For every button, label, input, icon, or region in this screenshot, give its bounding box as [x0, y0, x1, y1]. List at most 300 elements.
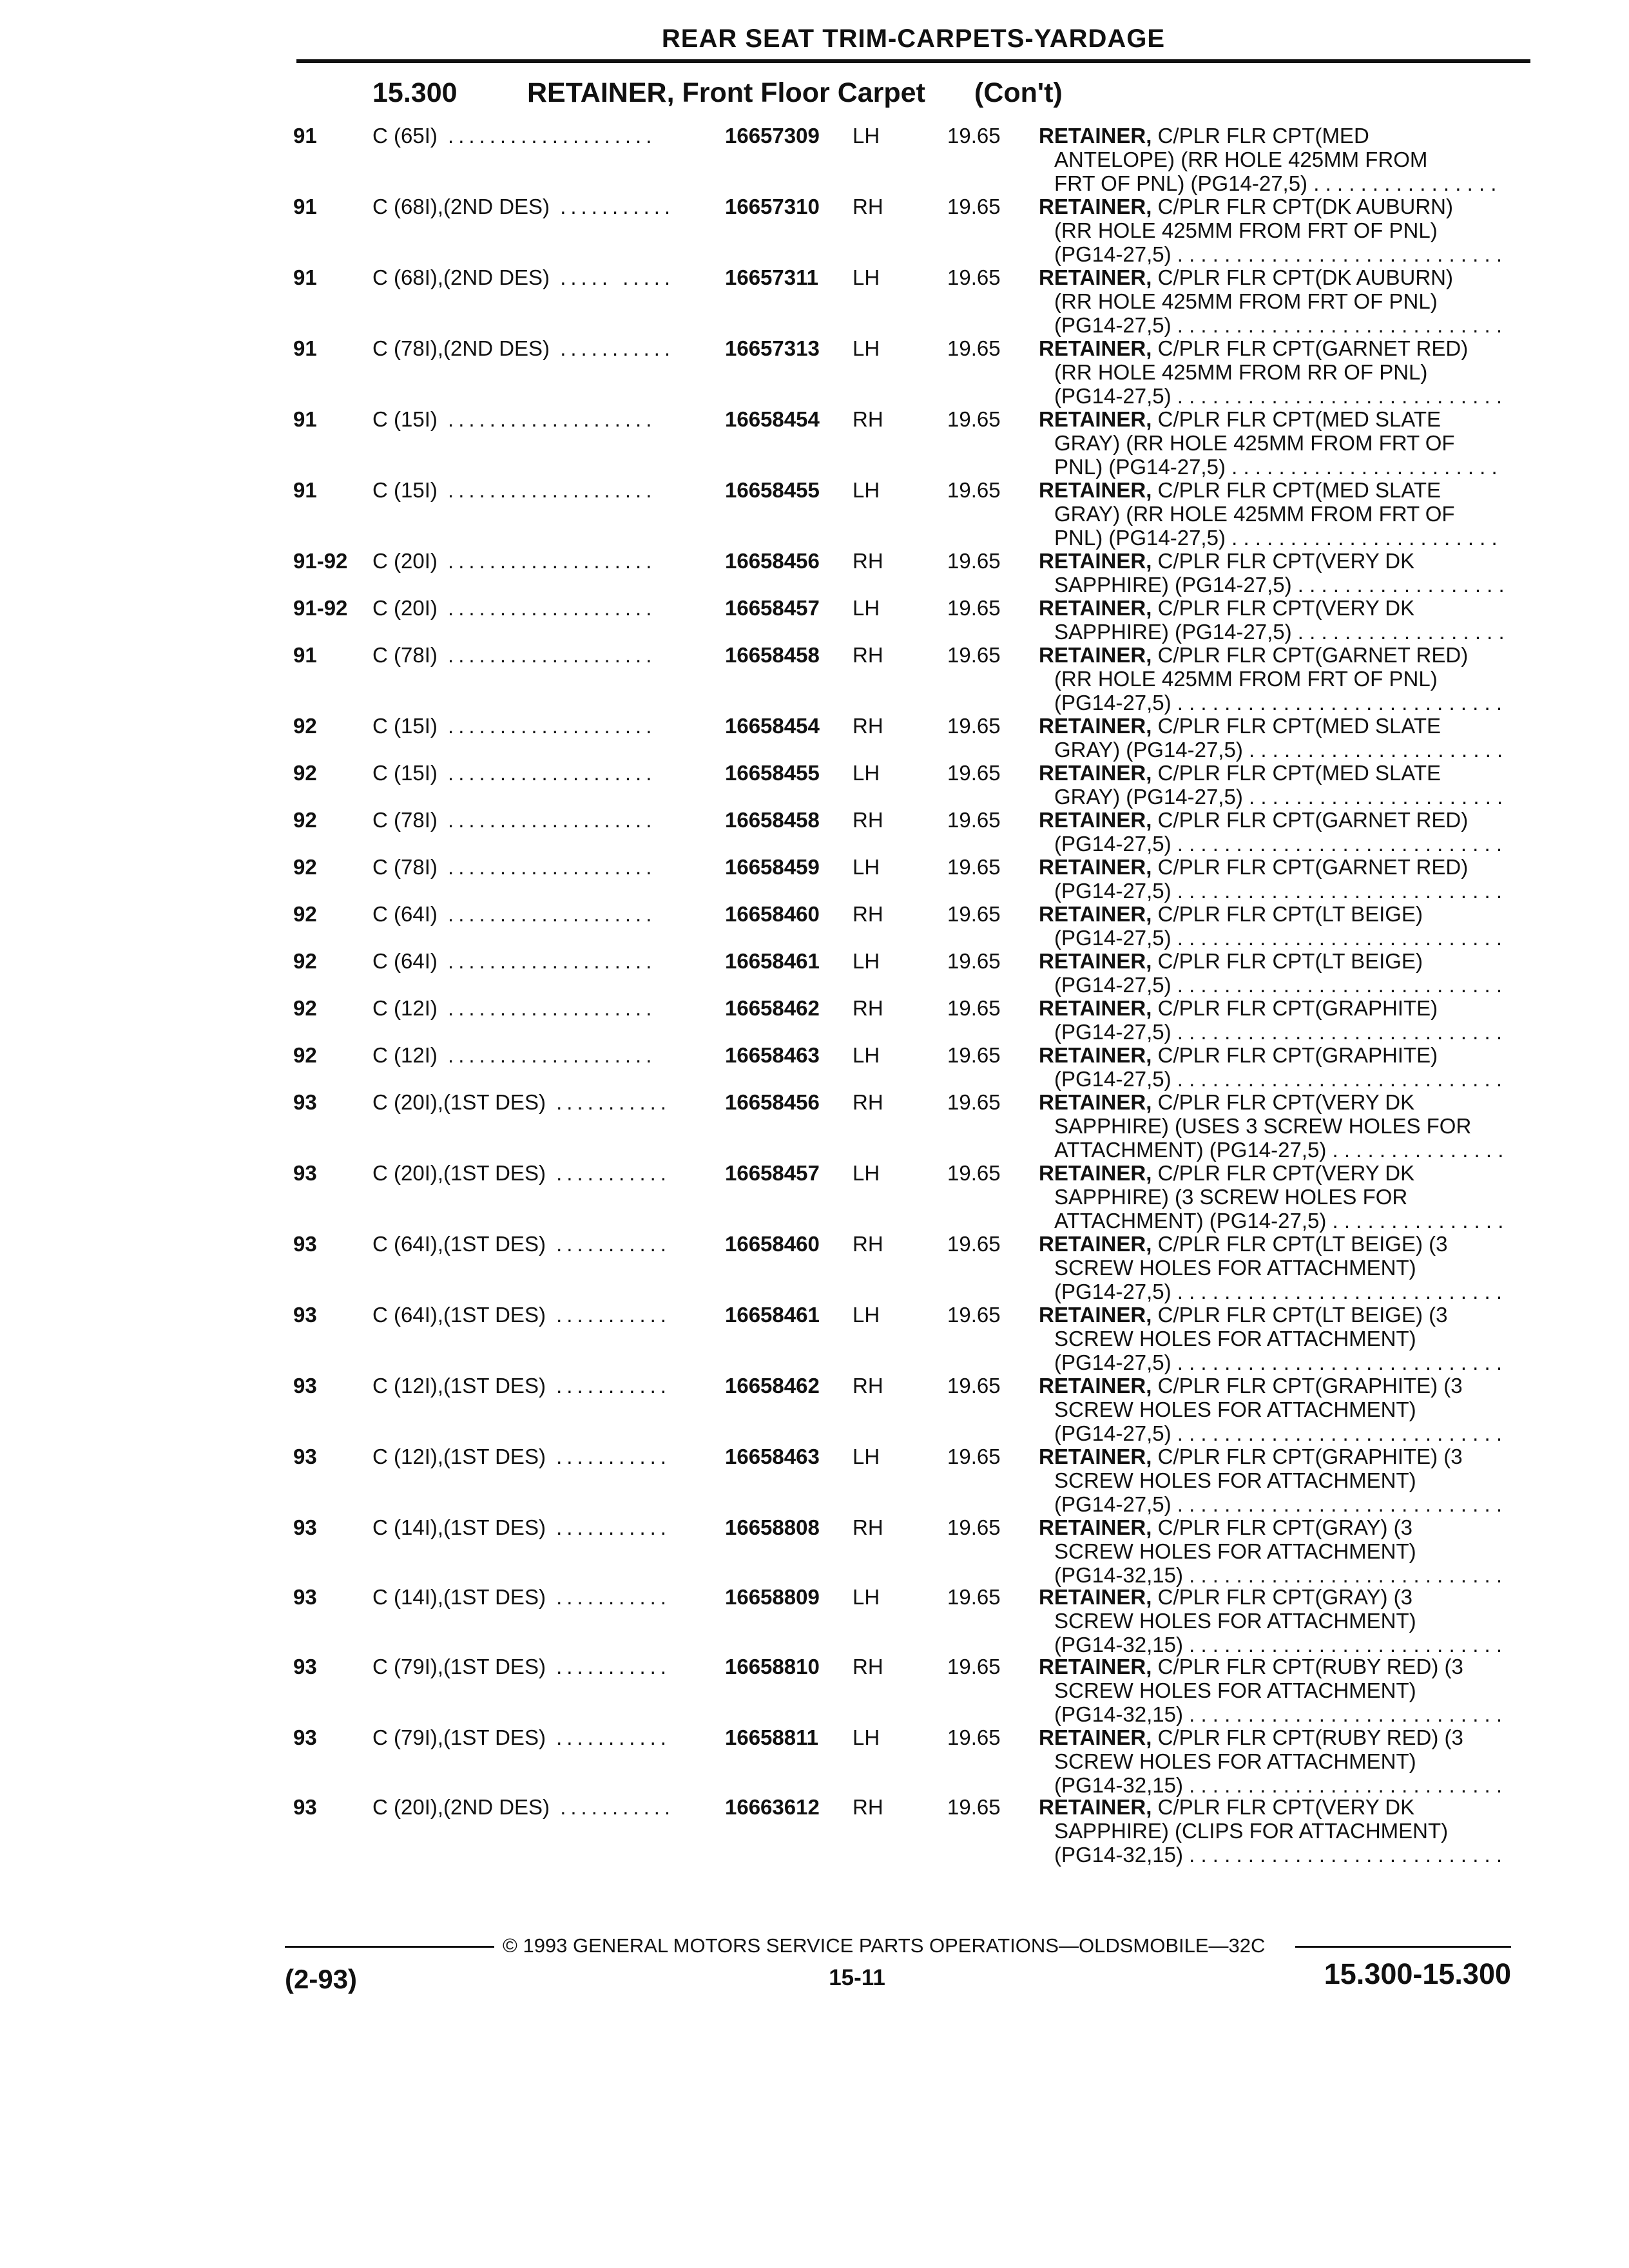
description-line — [1039, 996, 1503, 1020]
description-text: SCREW HOLES FOR ATTACHMENT) — [1054, 1609, 1416, 1633]
footer-copyright: © 1993 GENERAL MOTORS SERVICE PARTS OPERATIONS—OLDSMOBILE—32C — [503, 1934, 1266, 1957]
footer-page-number: 15-11 — [829, 1965, 885, 1990]
description-text: C/PLR FLR CPT(VERY DK — [1157, 1795, 1415, 1819]
part-number: 16658462 — [725, 1374, 820, 1398]
side: LH — [853, 1303, 880, 1327]
model-code-text: C (78I) — [372, 855, 438, 879]
side: RH — [853, 1655, 883, 1678]
part-description — [1039, 949, 1503, 997]
price: 19.65 — [947, 1725, 1001, 1749]
leader-dots: .................... — [437, 124, 657, 148]
part-number: 16658455 — [725, 478, 820, 502]
description-line — [1039, 1256, 1503, 1280]
leader-dots: ........... — [550, 195, 675, 218]
part-number: 16658458 — [725, 643, 820, 667]
description-text: C/PLR FLR CPT(VERY DK — [1157, 1161, 1415, 1185]
description-text: (PG14-32,15) — [1054, 1633, 1183, 1657]
price: 19.65 — [947, 808, 1001, 832]
description-line — [1039, 124, 1503, 148]
leader-dots: ........... — [545, 1445, 671, 1468]
price: 19.65 — [947, 902, 1001, 926]
description-text: GRAY) (RR HOLE 425MM FROM FRT OF — [1054, 431, 1455, 455]
description-heading: RETAINER, — [1039, 949, 1152, 973]
description-text: C/PLR FLR CPT(VERY DK — [1157, 596, 1415, 620]
description-line — [1039, 1445, 1503, 1468]
description-line — [1039, 1209, 1503, 1233]
model-code-text: C (78I) — [372, 808, 438, 832]
section-continued: (Con't) — [974, 77, 1063, 108]
model-code-text: C (14I),(1ST DES) — [372, 1585, 546, 1609]
description-text: C/PLR FLR CPT(GARNET RED) — [1157, 336, 1469, 360]
description-heading: RETAINER, — [1039, 1232, 1152, 1256]
description-text: (PG14-32,15) — [1054, 1702, 1183, 1726]
model-code — [372, 478, 656, 502]
leader-dots: .................... — [437, 714, 657, 738]
parts-row — [0, 1725, 1629, 1796]
part-description — [1039, 1795, 1503, 1867]
side: RH — [853, 1515, 883, 1539]
leader-dots: .................... — [437, 596, 657, 620]
model-code-text: C (15I) — [372, 714, 438, 738]
model-code-text: C (64I),(1ST DES) — [372, 1303, 546, 1327]
model-code-text: C (12I),(1ST DES) — [372, 1445, 546, 1468]
description-line — [1039, 596, 1503, 620]
leader-dots: ........... — [550, 1795, 675, 1819]
description-text: SAPPHIRE) (USES 3 SCREW HOLES FOR — [1054, 1114, 1472, 1138]
description-line — [1039, 1043, 1503, 1067]
description-line — [1039, 949, 1503, 973]
description-line — [1039, 1819, 1503, 1843]
model-code-text: C (68I),(2ND DES) — [372, 195, 550, 218]
price: 19.65 — [947, 1232, 1001, 1256]
parts-row — [0, 1795, 1629, 1866]
description-heading: RETAINER, — [1039, 1374, 1152, 1398]
description-text: SCREW HOLES FOR ATTACHMENT) — [1054, 1539, 1416, 1563]
description-text: (PG14-27,5) — [1054, 926, 1171, 950]
description-line — [1039, 526, 1503, 550]
description-text: (PG14-27,5) — [1054, 1350, 1171, 1374]
price: 19.65 — [947, 761, 1001, 785]
description-line — [1039, 384, 1503, 408]
footer-section-range: 15.300-15.300 — [1324, 1957, 1511, 1990]
description-text: C/PLR FLR CPT(LT BEIGE) — [1157, 949, 1423, 973]
model-year: 93 — [293, 1090, 317, 1114]
parts-row — [0, 1585, 1629, 1656]
description-line — [1039, 1185, 1503, 1209]
description-line — [1039, 1563, 1503, 1587]
leader-dots: ........... — [545, 1374, 671, 1398]
side: RH — [853, 808, 883, 832]
description-text: C/PLR FLR CPT(MED SLATE — [1157, 761, 1441, 785]
description-line — [1039, 973, 1503, 997]
description-heading: RETAINER, — [1039, 549, 1152, 573]
description-line — [1039, 714, 1503, 738]
parts-row — [0, 1374, 1629, 1445]
model-year: 93 — [293, 1655, 317, 1678]
part-description — [1039, 1374, 1503, 1445]
parts-row — [0, 478, 1629, 549]
description-text: (PG14-27,5) — [1054, 313, 1171, 337]
description-text: C/PLR FLR CPT(LT BEIGE) (3 — [1157, 1303, 1448, 1327]
description-line — [1039, 785, 1503, 809]
model-code-text: C (64I),(1ST DES) — [372, 1232, 546, 1256]
part-number: 16658457 — [725, 596, 820, 620]
model-year: 92 — [293, 902, 317, 926]
model-code-text: C (12I),(1ST DES) — [372, 1374, 546, 1398]
model-year: 91 — [293, 336, 317, 360]
description-text: C/PLR FLR CPT(GRAPHITE) (3 — [1157, 1445, 1463, 1468]
model-code — [372, 1090, 671, 1114]
model-code — [372, 336, 675, 360]
price: 19.65 — [947, 124, 1001, 148]
description-text: C/PLR FLR CPT(GARNET RED) — [1157, 855, 1469, 879]
part-number: 16658455 — [725, 761, 820, 785]
part-description — [1039, 855, 1503, 903]
description-line — [1039, 1090, 1503, 1114]
side: RH — [853, 714, 883, 738]
description-heading: RETAINER, — [1039, 596, 1152, 620]
description-text: ATTACHMENT) (PG14-27,5) — [1054, 1209, 1327, 1233]
description-line — [1039, 1725, 1503, 1749]
model-code — [372, 855, 656, 879]
description-heading: RETAINER, — [1039, 902, 1152, 926]
price: 19.65 — [947, 949, 1001, 973]
model-year: 93 — [293, 1161, 317, 1185]
description-text: ATTACHMENT) (PG14-27,5) — [1054, 1138, 1327, 1162]
description-line — [1039, 691, 1503, 715]
side: LH — [853, 124, 880, 148]
part-description — [1039, 1515, 1503, 1587]
parts-row — [0, 643, 1629, 714]
description-text: ANTELOPE) (RR HOLE 425MM FROM — [1054, 148, 1428, 171]
model-code — [372, 265, 675, 289]
description-line — [1039, 478, 1503, 502]
price: 19.65 — [947, 714, 1001, 738]
description-line — [1039, 902, 1503, 926]
price: 19.65 — [947, 407, 1001, 431]
page-title: REAR SEAT TRIM-CARPETS-YARDAGE — [661, 24, 1166, 53]
description-line — [1039, 336, 1503, 360]
part-description — [1039, 1043, 1503, 1091]
side: RH — [853, 195, 883, 218]
model-year: 93 — [293, 1232, 317, 1256]
part-number: 16658461 — [725, 949, 820, 973]
description-line — [1039, 1398, 1503, 1421]
price: 19.65 — [947, 1795, 1001, 1819]
price: 19.65 — [947, 996, 1001, 1020]
model-year: 92 — [293, 761, 317, 785]
side: LH — [853, 949, 880, 973]
model-code-text: C (14I),(1ST DES) — [372, 1515, 546, 1539]
leader-dots: ........... — [545, 1303, 671, 1327]
side: RH — [853, 643, 883, 667]
description-heading: RETAINER, — [1039, 478, 1152, 502]
model-year: 91 — [293, 195, 317, 218]
model-code — [372, 1303, 671, 1327]
part-description — [1039, 1232, 1503, 1303]
leader-dots: ..... ..... — [550, 265, 675, 289]
model-code-text: C (12I) — [372, 1043, 438, 1067]
description-text: SAPPHIRE) (3 SCREW HOLES FOR — [1054, 1185, 1408, 1209]
description-text: (RR HOLE 425MM FROM FRT OF PNL) — [1054, 289, 1438, 313]
model-year: 93 — [293, 1795, 317, 1819]
description-text: C/PLR FLR CPT(GARNET RED) — [1157, 808, 1469, 832]
part-number: 16658463 — [725, 1043, 820, 1067]
model-code-text: C (12I) — [372, 996, 438, 1020]
description-line — [1039, 289, 1503, 313]
model-year: 91-92 — [293, 549, 348, 573]
part-description — [1039, 902, 1503, 950]
side: LH — [853, 1043, 880, 1067]
description-line — [1039, 265, 1503, 289]
description-text: C/PLR FLR CPT(MED — [1157, 124, 1369, 148]
description-text: (PG14-27,5) — [1054, 832, 1171, 856]
part-number: 16658809 — [725, 1585, 820, 1609]
description-line — [1039, 832, 1503, 856]
part-description — [1039, 265, 1503, 337]
part-description — [1039, 596, 1503, 644]
model-year: 91 — [293, 407, 317, 431]
description-heading: RETAINER, — [1039, 855, 1152, 879]
description-text: C/PLR FLR CPT(MED SLATE — [1157, 478, 1441, 502]
part-number: 16658460 — [725, 1232, 820, 1256]
side: LH — [853, 1725, 880, 1749]
side: LH — [853, 761, 880, 785]
header-rule — [296, 59, 1530, 63]
price: 19.65 — [947, 1655, 1001, 1678]
model-code — [372, 949, 656, 973]
model-code-text: C (20I) — [372, 549, 438, 573]
description-text: C/PLR FLR CPT(GRAY) (3 — [1157, 1515, 1413, 1539]
description-line — [1039, 1350, 1503, 1374]
description-heading: RETAINER, — [1039, 1795, 1152, 1819]
model-year: 92 — [293, 1043, 317, 1067]
part-number: 16658458 — [725, 808, 820, 832]
description-text: C/PLR FLR CPT(RUBY RED) (3 — [1157, 1725, 1463, 1749]
description-text: C/PLR FLR CPT(GARNET RED) — [1157, 643, 1469, 667]
description-text: C/PLR FLR CPT(GRAY) (3 — [1157, 1585, 1413, 1609]
footer-rule-right — [1295, 1946, 1511, 1948]
description-line — [1039, 360, 1503, 384]
description-text: C/PLR FLR CPT(GRAPHITE) (3 — [1157, 1374, 1463, 1398]
description-text: C/PLR FLR CPT(DK AUBURN) — [1157, 195, 1453, 218]
part-number: 16658460 — [725, 902, 820, 926]
description-line — [1039, 855, 1503, 879]
description-line — [1039, 926, 1503, 950]
model-year: 92 — [293, 808, 317, 832]
price: 19.65 — [947, 1445, 1001, 1468]
description-line — [1039, 171, 1503, 195]
description-line — [1039, 620, 1503, 644]
model-code-text: C (78I) — [372, 643, 438, 667]
leader-dots: .................... — [437, 478, 657, 502]
footer-rule-left — [285, 1946, 494, 1948]
description-heading: RETAINER, — [1039, 1090, 1152, 1114]
description-line — [1039, 1114, 1503, 1138]
leader-dots: .................... — [437, 996, 657, 1020]
description-line — [1039, 1633, 1503, 1657]
description-heading: RETAINER, — [1039, 1585, 1152, 1609]
side: RH — [853, 1232, 883, 1256]
description-heading: RETAINER, — [1039, 1161, 1152, 1185]
leader-dots: .................... — [437, 761, 657, 785]
description-text: (PG14-27,5) — [1054, 1280, 1171, 1303]
model-year: 91-92 — [293, 596, 348, 620]
part-description — [1039, 1090, 1503, 1162]
description-line — [1039, 1609, 1503, 1633]
description-line — [1039, 148, 1503, 171]
model-code-text: C (65I) — [372, 124, 438, 148]
part-description — [1039, 1585, 1503, 1657]
description-text: (RR HOLE 425MM FROM FRT OF PNL) — [1054, 218, 1438, 242]
description-text: C/PLR FLR CPT(RUBY RED) (3 — [1157, 1655, 1463, 1678]
part-description — [1039, 808, 1503, 856]
description-text: SCREW HOLES FOR ATTACHMENT) — [1054, 1468, 1416, 1492]
description-heading: RETAINER, — [1039, 761, 1152, 785]
part-description — [1039, 195, 1503, 266]
price: 19.65 — [947, 643, 1001, 667]
part-description — [1039, 1655, 1503, 1726]
part-number: 16658461 — [725, 1303, 820, 1327]
part-description — [1039, 1445, 1503, 1516]
model-code-text: C (68I),(2ND DES) — [372, 265, 550, 289]
description-heading: RETAINER, — [1039, 336, 1152, 360]
description-line — [1039, 431, 1503, 455]
price: 19.65 — [947, 596, 1001, 620]
parts-row — [0, 1445, 1629, 1515]
description-line — [1039, 1374, 1503, 1398]
parts-row — [0, 1515, 1629, 1586]
description-heading: RETAINER, — [1039, 265, 1152, 289]
description-text: (PG14-27,5) — [1054, 1421, 1171, 1445]
description-line — [1039, 643, 1503, 667]
description-text: PNL) (PG14-27,5) — [1054, 526, 1226, 550]
description-text: SCREW HOLES FOR ATTACHMENT) — [1054, 1678, 1416, 1702]
parts-row — [0, 265, 1629, 336]
model-code — [372, 643, 656, 667]
part-description — [1039, 761, 1503, 809]
part-description — [1039, 1725, 1503, 1797]
description-text: (PG14-27,5) — [1054, 879, 1171, 903]
description-line — [1039, 407, 1503, 431]
description-line — [1039, 1749, 1503, 1773]
part-number: 16658463 — [725, 1445, 820, 1468]
model-year: 93 — [293, 1515, 317, 1539]
description-line — [1039, 1678, 1503, 1702]
description-heading: RETAINER, — [1039, 1303, 1152, 1327]
description-heading: RETAINER, — [1039, 407, 1152, 431]
description-text: (PG14-27,5) — [1054, 1020, 1171, 1044]
model-code — [372, 1374, 671, 1398]
model-code-text: C (20I),(1ST DES) — [372, 1090, 546, 1114]
description-text: (RR HOLE 425MM FROM RR OF PNL) — [1054, 360, 1428, 384]
model-code-text: C (20I),(2ND DES) — [372, 1795, 550, 1819]
side: RH — [853, 996, 883, 1020]
description-text: SAPPHIRE) (CLIPS FOR ATTACHMENT) — [1054, 1819, 1449, 1843]
parts-row — [0, 336, 1629, 407]
leader-dots: ........... — [545, 1090, 671, 1114]
description-line — [1039, 502, 1503, 526]
description-line — [1039, 1138, 1503, 1162]
price: 19.65 — [947, 549, 1001, 573]
description-text: (PG14-32,15) — [1054, 1563, 1183, 1587]
side: LH — [853, 1161, 880, 1185]
model-code — [372, 902, 656, 926]
model-code-text: C (79I),(1ST DES) — [372, 1725, 546, 1749]
side: RH — [853, 1374, 883, 1398]
side: RH — [853, 902, 883, 926]
model-code — [372, 714, 656, 738]
parts-row — [0, 1655, 1629, 1725]
description-line — [1039, 1421, 1503, 1445]
side: LH — [853, 1445, 880, 1468]
description-heading: RETAINER, — [1039, 996, 1152, 1020]
description-text: SCREW HOLES FOR ATTACHMENT) — [1054, 1327, 1416, 1350]
side: LH — [853, 855, 880, 879]
parts-row — [0, 195, 1629, 265]
part-description — [1039, 643, 1503, 715]
side: RH — [853, 1795, 883, 1819]
part-description — [1039, 336, 1503, 408]
description-line — [1039, 1773, 1503, 1797]
model-code — [372, 761, 656, 785]
description-line — [1039, 1327, 1503, 1350]
price: 19.65 — [947, 1303, 1001, 1327]
part-number: 16658456 — [725, 549, 820, 573]
part-number: 16658454 — [725, 714, 820, 738]
description-line — [1039, 455, 1503, 479]
leader-dots: .................... — [437, 1043, 657, 1067]
leader-dots: ........... — [545, 1515, 671, 1539]
description-heading: RETAINER, — [1039, 124, 1152, 148]
description-text: C/PLR FLR CPT(LT BEIGE) (3 — [1157, 1232, 1448, 1256]
description-text: (PG14-27,5) — [1054, 1067, 1171, 1091]
price: 19.65 — [947, 195, 1001, 218]
description-line — [1039, 1702, 1503, 1726]
description-text: FRT OF PNL) (PG14-27,5) — [1054, 171, 1308, 195]
description-text: SCREW HOLES FOR ATTACHMENT) — [1054, 1256, 1416, 1280]
description-line — [1039, 573, 1503, 597]
description-text: GRAY) (RR HOLE 425MM FROM FRT OF — [1054, 502, 1455, 526]
description-line — [1039, 1585, 1503, 1609]
part-number: 16658811 — [725, 1725, 819, 1749]
description-line — [1039, 1280, 1503, 1303]
model-code — [372, 549, 656, 573]
model-code — [372, 407, 656, 431]
leader-dots: ........... — [545, 1232, 671, 1256]
model-code — [372, 1232, 671, 1256]
description-line — [1039, 1161, 1503, 1185]
description-text: (RR HOLE 425MM FROM FRT OF PNL) — [1054, 667, 1438, 691]
description-line — [1039, 242, 1503, 266]
model-code-text: C (64I) — [372, 949, 438, 973]
description-text: C/PLR FLR CPT(LT BEIGE) — [1157, 902, 1423, 926]
model-code-text: C (15I) — [372, 761, 438, 785]
model-year: 91 — [293, 478, 317, 502]
description-text: C/PLR FLR CPT(MED SLATE — [1157, 714, 1441, 738]
part-description — [1039, 1161, 1503, 1233]
description-text: GRAY) (PG14-27,5) — [1054, 738, 1243, 762]
footer-date-code: (2-93) — [285, 1964, 358, 1994]
description-line — [1039, 1232, 1503, 1256]
parts-row — [0, 1303, 1629, 1374]
section-number: 15.300 — [372, 77, 458, 108]
model-code — [372, 1445, 671, 1468]
description-text: (PG14-27,5) — [1054, 242, 1171, 266]
section-name: RETAINER, Front Floor Carpet — [527, 77, 925, 108]
leader-dots: .................... — [437, 643, 657, 667]
model-code — [372, 996, 656, 1020]
